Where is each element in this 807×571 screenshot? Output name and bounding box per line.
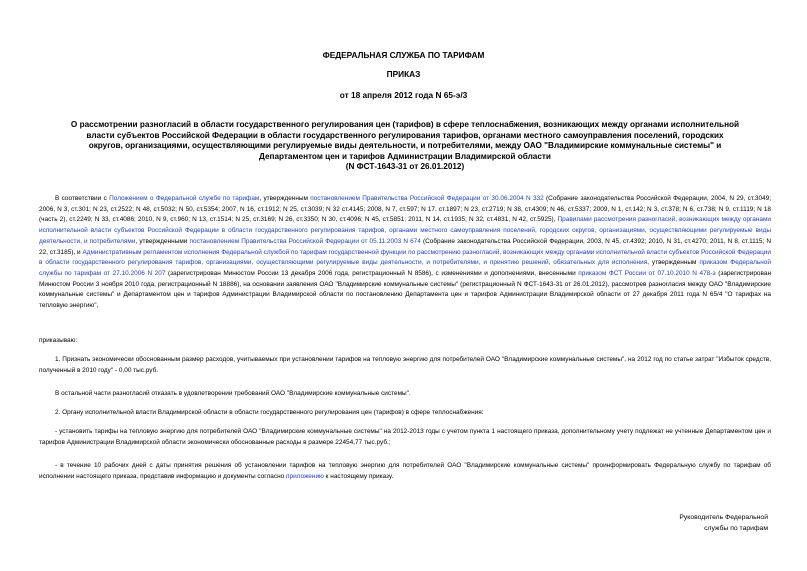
signature-line-1: Руководитель Федеральной <box>679 514 768 521</box>
link-government-decree-332[interactable]: постановлением Правительства Российской Федерации от 30.06.2004 N 332 <box>310 195 544 202</box>
title-line: власти субъектов Российской Федерации в области государственного регулирования тарифов, органами местного самоуправления поселений, городских <box>86 130 724 140</box>
signature-line-2: службы по тарифам <box>704 525 768 532</box>
link-administrative-regulation[interactable]: Административным регламентом исполнения Федеральной службой по тарифам государственной функции по рассмотрению разногласий, возникающих между органами исполнительной власти субъектов Российской Федерации в области государственного регулирования тарифов, организациями, осуществляющими регулируемые виды деятельности, и потребителями, и принятию решений, обязательных для исполнения <box>39 248 772 267</box>
preamble-text: , утвержденными <box>135 237 190 245</box>
title-line: Департаментом цен и тарифов Администрации Владимирской области <box>259 151 551 161</box>
doc-date-number: от 18 апреля 2012 года N 65-э/3 <box>339 90 468 100</box>
order-item-rest: В остальной части разногласий отказать в удовлетворении требований ОАО "Владимирские коммунальные системы". <box>55 390 411 397</box>
order-item-2b <box>39 461 771 482</box>
preamble-text: В соответствии с <box>55 195 110 202</box>
link-appendix[interactable]: приложению <box>286 472 324 480</box>
item-2b-text: к настоящему приказу. <box>323 472 394 480</box>
preamble-text: , утвержденным <box>647 259 700 267</box>
preamble-text: (Собрание законодательства Российской Федерации, 2003, N 45, ст.4392; 2010, N 31, ст.4270; 2011, N 8, ст.1115; N 22, ст.3185), и <box>39 237 771 256</box>
preamble-text: , утвержденным <box>259 195 311 202</box>
link-fst-regulation[interactable]: Положением о Федеральной службе по тарифам <box>109 195 260 202</box>
preamble-paragraph <box>39 194 771 312</box>
doc-type: ПРИКАЗ <box>386 69 421 79</box>
order-word: приказываю: <box>39 337 78 344</box>
title-line: (N ФСТ-1643-31 от 26.01.2012) <box>345 162 465 171</box>
title-line: О рассмотрении разногласий в области государственного регулирования цен (тарифов) в сфере теплоснабжения, возникающих между органами исполнительной <box>70 120 740 129</box>
link-fst-order-478[interactable]: приказом ФСТ России от 07.10.2010 N 478-э <box>578 269 716 277</box>
doc-title <box>40 120 770 173</box>
preamble-text: (Собрание законодательства Российской Федерации, 2004, N 29, ст.3049; 2006, N 3, ст.301; N 23, ст.2522; N 48, ст.5032; N 50, ст.5354; 2007, N 16, ст.1912; N 25, ст.3039; N 32 ст.4145; 2008, N 7, ст.597; N 17. ст.1897; N 23, ст.2719; N 38, ст.4309; N 46, ст.5337; 2009, N 1, ст.142; N 3, ст.378; N 6, ст.738; N 9, ст.1119; N 18 (часть 2), ст.2249; N 33, ст.4086; 2010, N 9, ст.960; N 13, ст.1514; N 25, ст.3169; N 26, ст.3350; N 30, ст.4096; N 45, ст.5851; 2011, N 14, ст.1935; N 32, ст.4831, N 42, ст.5925), <box>39 195 771 224</box>
link-fst-order-207[interactable]: приказом Федеральной службы по тарифам от 27.10.2006 N 207 <box>39 259 771 277</box>
preamble-text: (зарегистрирован Минюстом России 13 декабря 2006 года, регистрационный N 8586), с изменениями и дополнениями, внесенными <box>165 269 579 277</box>
link-disagreement-rules[interactable]: Правилами рассмотрения разногласий, возникающих между органами исполнительной власти субъектов Российской Федерации в области государственного регулирования тарифов, органами местного самоуправления поселений, городских округов, организациями, осуществляющими регулируемые виды деятельности, и потребителями <box>39 216 771 245</box>
title-line: округов, организациями, осуществляющими регулируемые виды деятельности, и потребителями, между ОАО "Владимирские коммунальные системы" и <box>88 141 722 150</box>
order-item-2: 2. Органу исполнительной власти Владимирской области в области государственного регулирования цен (тарифов) в сфере теплоснабжения: <box>55 409 484 416</box>
signature-block <box>628 512 768 534</box>
link-government-decree-674[interactable]: постановлением Правительства Российской Федерации от 05.11.2003 N 674 <box>189 237 421 245</box>
item-2b-text: - в течение 10 рабочих дней с даты принятия решения об установлении тарифов на тепловую энергию для потребителей ОАО "Владимирские коммунальные системы" проинформировать Федеральную службу по тарифам об исполнении настоящего приказа, представив информацию и документы согласно <box>39 462 771 480</box>
order-item-2a: - установить тарифы на тепловую энергию для потребителей ОАО "Владимирские коммунальные системы" на 2012-2013 годы с учетом пункта 1 настоящего приказа, дополнительному учету подлежат не учтенные Департаментом цен и тарифов Администрации Владимирской области экономически обоснованные расходы в размере 22454,77 тыс.руб.; <box>39 428 771 446</box>
agency-name: ФЕДЕРАЛЬНАЯ СЛУЖБА ПО ТАРИФАМ <box>322 50 485 60</box>
preamble-text: (зарегистрирован Минюстом России 3 ноября 2010 года, регистрационный N 18886), на основании заявления ОАО "Владимирские коммунальные системы" (регистрационный N ФСТ-1643-31 от 26.01.2012), рассмотрев разногласия между ОАО "Владимирские коммунальные системы" и Департаментом цен и тарифов Администрации Владимирской области по постановлению Департамента цен и тарифов Администрации Владимирской области от 27 декабря 2011 года N 65/4 "О тарифах на тепловую энергию", <box>39 269 771 310</box>
order-item-1: 1. Признать экономически обоснованным размер расходов, учитываемых при установлении тарифов на тепловую энергию для потребителей ОАО "Владимирские коммунальные системы", на 2012 год по статье затрат "Избыток средств, полученный в 2010 году" - 0,00 тыс.руб. <box>39 356 771 374</box>
